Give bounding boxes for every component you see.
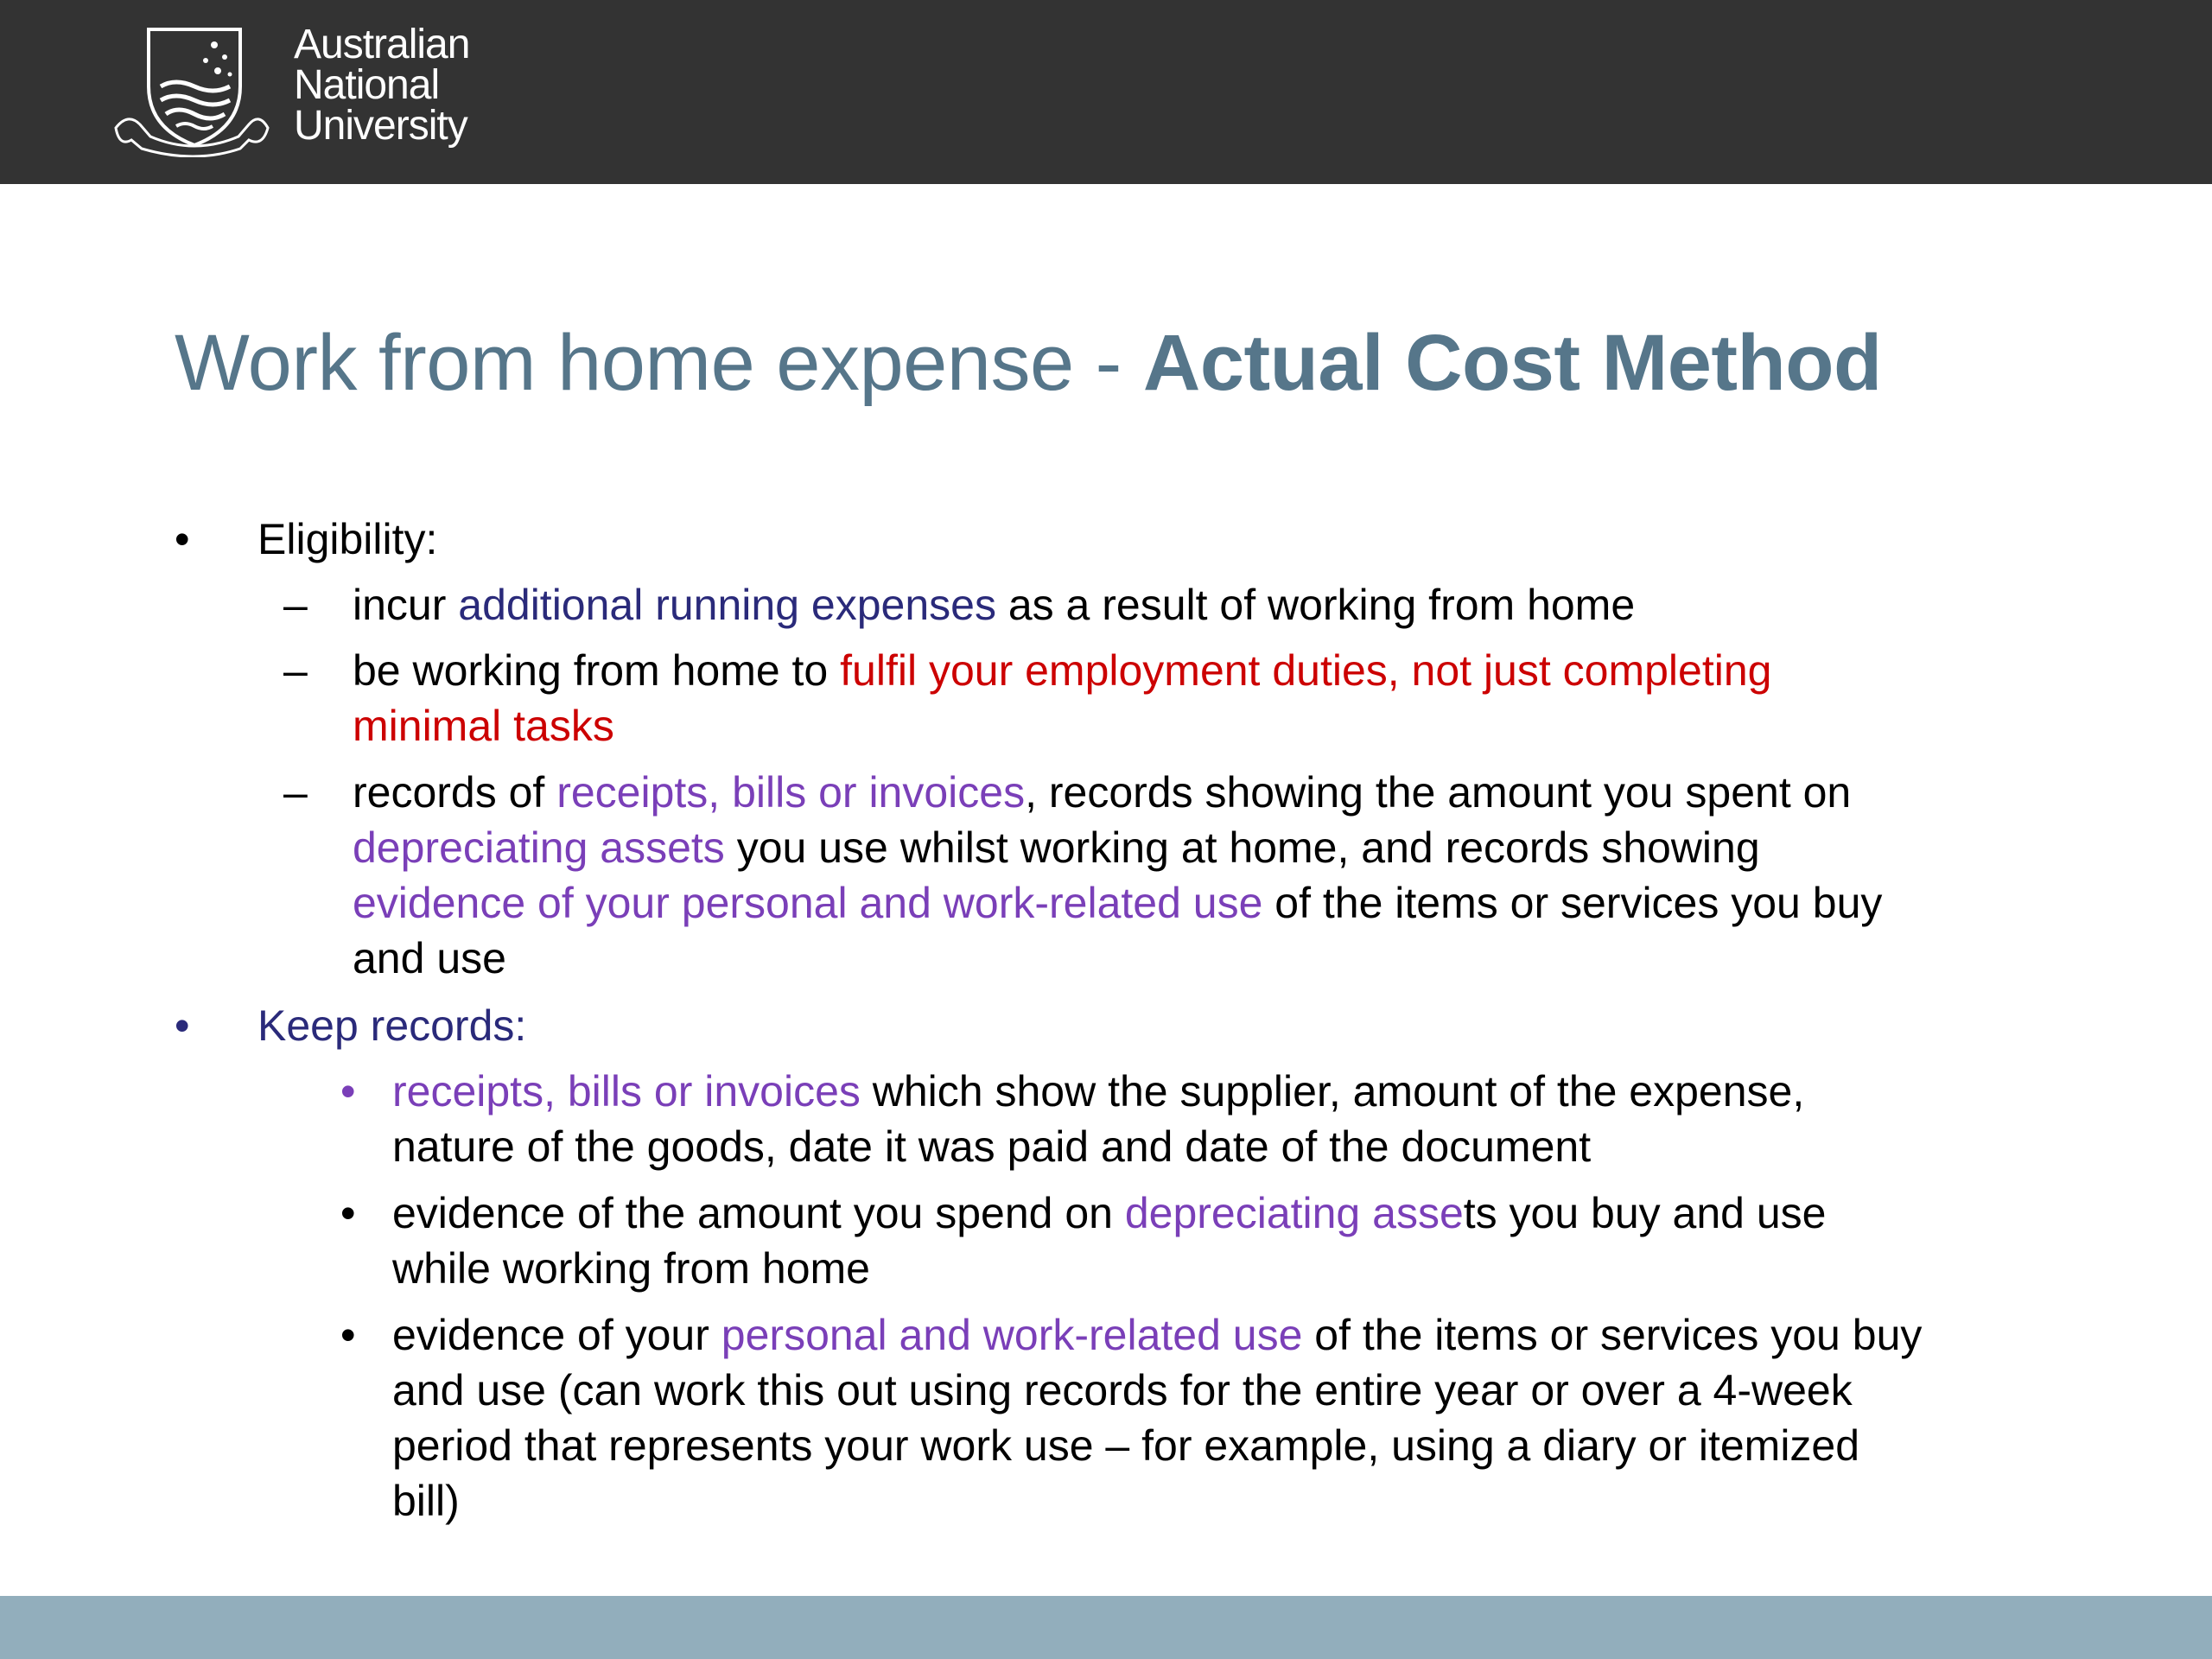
highlight-text: depreciating asse xyxy=(1124,1189,1464,1237)
eligibility-heading: Eligibility: xyxy=(257,515,438,563)
bullet-dot: • xyxy=(340,1189,356,1237)
bullet-dot: • xyxy=(175,515,190,563)
bullet-dot: • xyxy=(340,1311,356,1359)
highlight-text: fulfil your employment duties, not just completing xyxy=(840,646,1772,695)
dash-bullet: – xyxy=(283,646,308,695)
text: as a result of working from home xyxy=(995,581,1636,629)
footer-bar xyxy=(0,1596,2212,1659)
text: of the items or services you buy xyxy=(1262,879,1883,927)
text: and use (can work this out using records for the entire year or over a 4-week xyxy=(392,1366,1853,1414)
wordmark-line-2: National xyxy=(294,62,440,108)
wordmark-line-3: University xyxy=(294,103,467,149)
highlight-text: receipts, bills or invoices xyxy=(556,768,1026,817)
highlight-text: receipts, bills or invoices xyxy=(392,1067,861,1116)
text: records of xyxy=(353,768,557,817)
text: be working from home to xyxy=(353,646,841,695)
keep-records-heading: Keep records: xyxy=(257,1001,527,1050)
dash-bullet: – xyxy=(283,581,308,629)
slide-title-plain: Work from home expense - xyxy=(175,319,1143,407)
highlight-text: depreciating assets xyxy=(353,823,725,872)
text: ts you buy and use xyxy=(1463,1189,1827,1237)
text: incur xyxy=(353,581,459,629)
highlight-text: additional running expenses xyxy=(458,581,996,629)
anu-crest-icon xyxy=(111,26,271,157)
highlight-text: personal and work-related use xyxy=(721,1311,1303,1359)
text: evidence of the amount you spend on xyxy=(392,1189,1125,1237)
text: which show the supplier, amount of the expense, xyxy=(860,1067,1805,1116)
header-bar xyxy=(0,0,2212,184)
text: evidence of your xyxy=(392,1311,721,1359)
text: you use whilst working at home, and records showing xyxy=(724,823,1760,872)
bullet-dot: • xyxy=(340,1067,356,1116)
slide-title xyxy=(175,318,1882,409)
text: , records showing the amount you spent on xyxy=(1025,768,1852,817)
wordmark-line-1: Australian xyxy=(294,22,470,67)
text: bill) xyxy=(392,1477,460,1525)
text: nature of the goods, date it was paid and date of the document xyxy=(392,1122,1592,1171)
slide-title-bold: Actual Cost Method xyxy=(1142,319,1882,407)
text: of the items or services you buy xyxy=(1302,1311,1923,1359)
highlight-text: minimal tasks xyxy=(353,702,614,750)
university-wordmark xyxy=(294,22,470,149)
text: while working from home xyxy=(392,1244,870,1293)
text: period that represents your work use – for example, using a diary or itemized xyxy=(392,1421,1860,1470)
dash-bullet: – xyxy=(283,768,308,817)
text: and use xyxy=(353,934,506,982)
highlight-text: evidence of your personal and work-related use xyxy=(353,879,1263,927)
bullet-dot: • xyxy=(175,1001,190,1050)
